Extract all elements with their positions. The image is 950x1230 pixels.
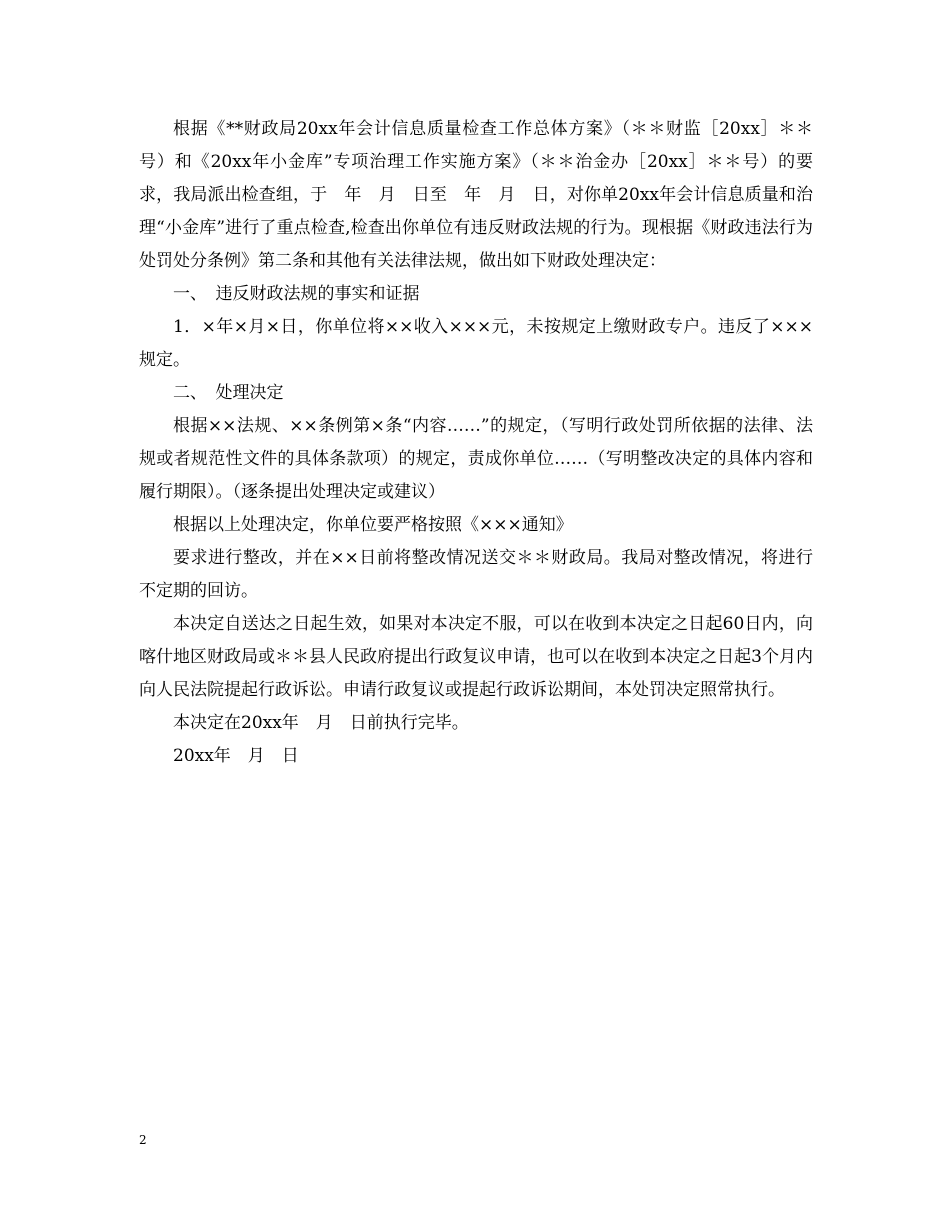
document-body (139, 113, 813, 773)
section-heading-violations: 一、 违反财政法规的事实和证据 (173, 284, 420, 304)
decision-basis-paragraph: 根据××法规、××条例第×条“内容……”的规定，（写明行政处罚所依据的法律、法规或者规范性文件的具体条款项）的规定，责成你单位……（写明整改决定的具体内容和履行期限）。（逐条提出处理决定或建议） (139, 416, 813, 502)
intro-paragraph: 根据《**财政局20xx年会计信息质量检查工作总体方案》（＊＊财监［20xx］＊＊号）和《20xx年小金库”专项治理工作实施方案》（＊＊治金办［20xx］＊＊号）的要求，我局派出检查组，于 年 月 日至 年 月 日，对你单20xx年会计信息质量和治理“小金库”进行了重点检查,检查出你单位有违反财政法规的行为。现根据《财政违法行为处罚处分条例》第二条和其他有关法律法规，做出如下财政处理决定： (139, 119, 813, 271)
appeal-rights-paragraph: 本决定自送达之日起生效，如果对本决定不服，可以在收到本决定之日起60日内，向喀什地区财政局或＊＊县人民政府提出行政复议申请，也可以在收到本决定之日起3个月内向人民法院提起行政诉讼。申请行政复议或提起行政诉讼期间，本处罚决定照常执行。 (139, 614, 813, 700)
rectification-requirement-paragraph: 要求进行整改，并在××日前将整改情况送交＊＊财政局。我局对整改情况，将进行不定期的回访。 (139, 548, 813, 601)
violation-item-1: 1．×年×月×日，你单位将××收入×××元，未按规定上缴财政专户。违反了×××规定。 (139, 317, 813, 370)
document-date: 20xx年 月 日 (173, 746, 299, 766)
page-number: 2 (139, 1133, 147, 1147)
section-heading-decision: 二、 处理决定 (173, 383, 284, 403)
completion-deadline-line: 本决定在20xx年 月 日前执行完毕。 (173, 713, 469, 733)
rectification-notice-line: 根据以上处理决定，你单位要严格按照《×××通知》 (173, 515, 573, 535)
